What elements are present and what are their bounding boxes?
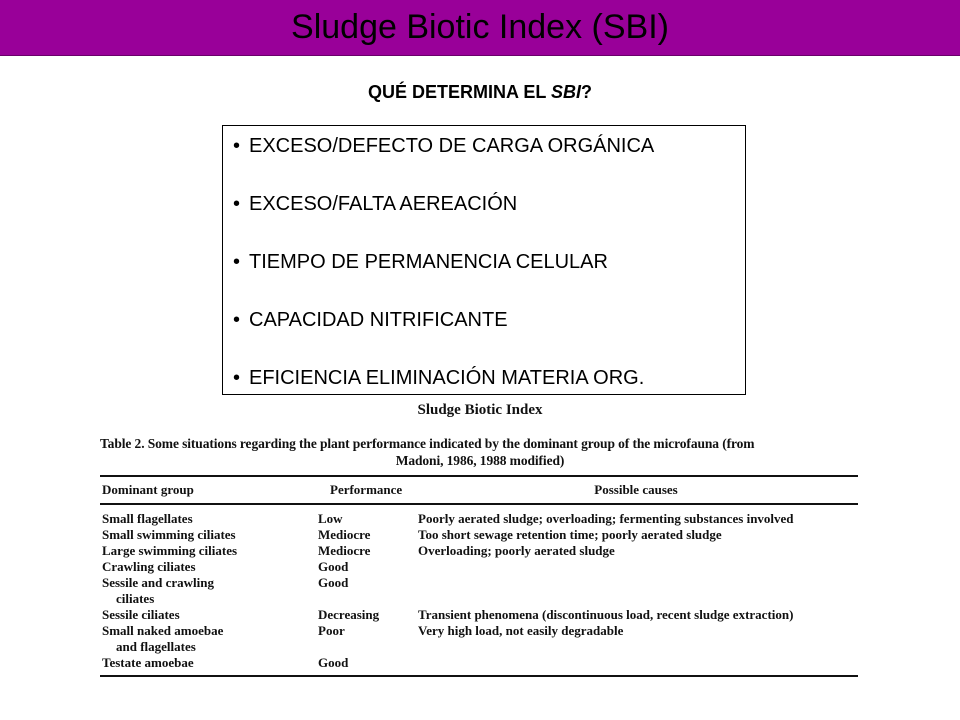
question-heading	[0, 82, 960, 103]
table-row	[100, 623, 858, 655]
slide-title: Sludge Biotic Index (SBI)	[291, 8, 669, 46]
scanned-table-figure	[100, 402, 860, 677]
bullet-icon: •	[233, 193, 241, 215]
caption-line-1: Table 2. Some situations regarding the plant performance indicated by the dominant group of the microfauna (from	[100, 436, 755, 451]
cell-causes	[416, 655, 858, 676]
cell-performance: Decreasing	[318, 607, 380, 622]
cell-group: Sessile and crawling ciliates	[100, 575, 316, 607]
bullet-text: EXCESO/DEFECTO DE CARGA ORGÁNICA	[249, 135, 655, 157]
question-suffix: ?	[581, 82, 593, 102]
bullet-icon: •	[233, 367, 241, 389]
table-row	[100, 559, 858, 575]
cell-causes: Too short sewage retention time; poorly aerated sludge	[418, 527, 722, 542]
bullet-text: EFICIENCIA ELIMINACIÓN MATERIA ORG.	[249, 367, 645, 389]
cell-performance: Mediocre	[318, 527, 371, 542]
scan-heading: Sludge Biotic Index	[417, 402, 543, 418]
bullet-icon: •	[233, 309, 241, 331]
cell-group: Small flagellates	[102, 511, 193, 526]
table-row	[100, 607, 858, 623]
bullet-item	[233, 192, 745, 250]
table-row	[100, 543, 858, 559]
sbi-table	[100, 475, 858, 677]
cell-performance: Mediocre	[318, 543, 371, 558]
cell-causes: Poorly aerated sludge; overloading; fermenting substances involved	[418, 511, 794, 526]
cell-causes	[416, 575, 858, 607]
cell-causes: Overloading; poorly aerated sludge	[418, 543, 615, 558]
cell-group: Sessile ciliates	[102, 607, 180, 622]
cell-group: Testate amoebae	[100, 655, 316, 676]
table-caption	[100, 435, 860, 469]
header-possible-causes: Possible causes	[416, 476, 858, 504]
table-row	[100, 575, 858, 607]
bullet-box	[222, 125, 746, 395]
bullet-item	[233, 134, 745, 192]
caption-line-2: Madoni, 1986, 1988 modified)	[395, 453, 565, 468]
cell-group: Small naked amoebae and flagellates	[100, 623, 316, 655]
table-row	[100, 655, 858, 676]
cell-group-continuation: ciliates	[116, 591, 155, 606]
cell-performance: Good	[318, 559, 349, 574]
table-row	[100, 504, 858, 527]
table-row	[100, 527, 858, 543]
cell-causes: Transient phenomena (discontinuous load, recent sludge extraction)	[418, 607, 794, 622]
cell-causes	[416, 559, 858, 575]
table-header-row	[100, 476, 858, 504]
cell-performance: Good	[318, 575, 349, 590]
title-bar	[0, 0, 960, 56]
question-emphasis: SBI	[551, 82, 582, 102]
cell-performance: Low	[318, 511, 343, 526]
bullet-item	[233, 250, 745, 308]
cell-group: Small swimming ciliates	[102, 527, 236, 542]
bullet-item	[233, 308, 745, 366]
cell-group: Crawling ciliates	[102, 559, 196, 574]
question-prefix: QUÉ DETERMINA EL	[367, 82, 551, 102]
bullet-text: EXCESO/FALTA AEREACIÓN	[249, 193, 518, 215]
header-performance: Performance	[316, 476, 416, 504]
bullet-text: CAPACIDAD NITRIFICANTE	[249, 309, 508, 331]
bullet-icon: •	[233, 135, 241, 157]
header-dominant-group: Dominant group	[100, 476, 316, 504]
cell-group-continuation: and flagellates	[116, 639, 196, 654]
bullet-icon: •	[233, 251, 241, 273]
cell-performance: Poor	[318, 623, 345, 638]
bullet-text: TIEMPO DE PERMANENCIA CELULAR	[249, 251, 608, 273]
cell-performance: Good	[316, 655, 416, 676]
cell-causes: Very high load, not easily degradable	[418, 623, 624, 638]
cell-group: Large swimming ciliates	[102, 543, 238, 558]
bullet-list	[223, 126, 745, 424]
